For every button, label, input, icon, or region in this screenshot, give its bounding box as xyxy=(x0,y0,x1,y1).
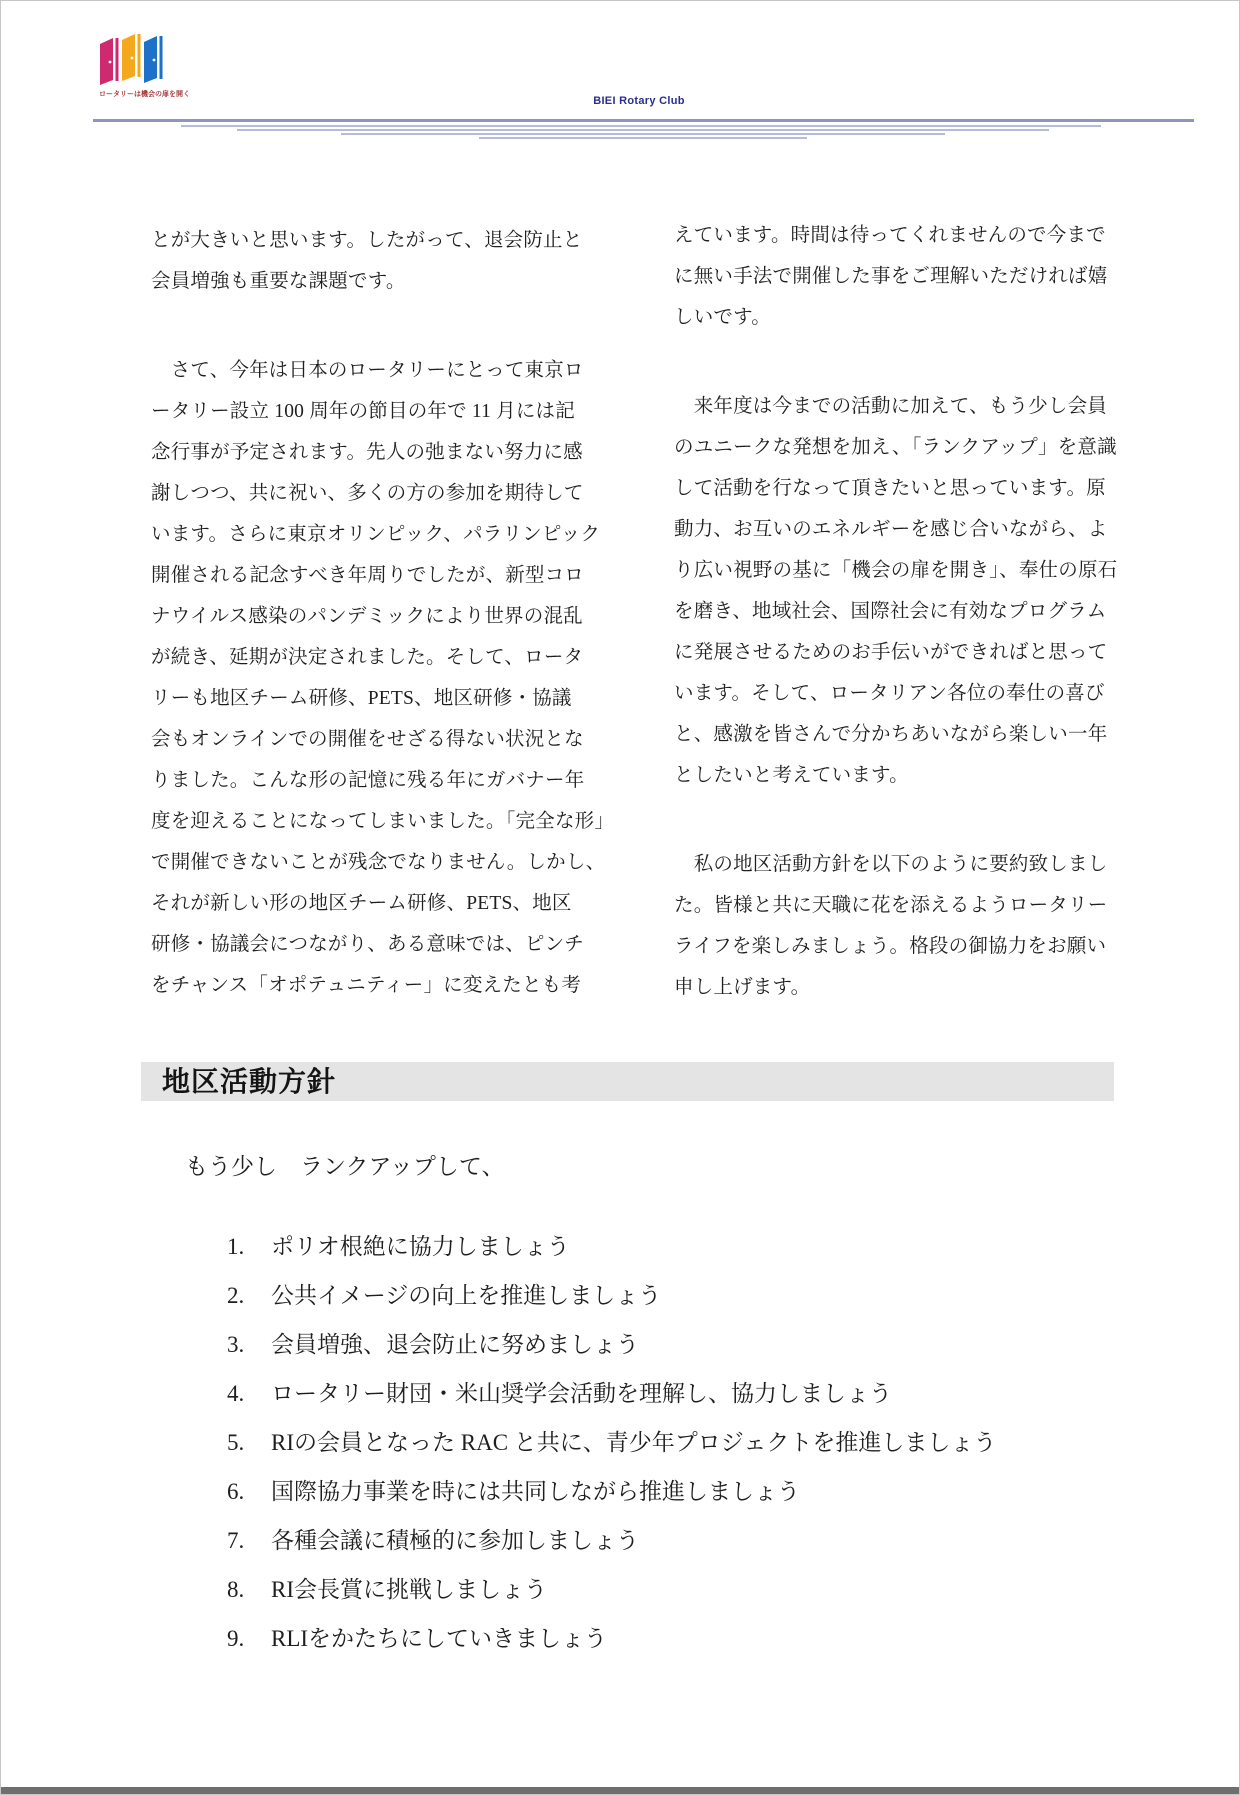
list-item-number: 6. xyxy=(227,1479,245,1504)
text-line: を磨き、地域社会、国際社会に有効なプログラム xyxy=(674,601,1107,622)
header-rule-2 xyxy=(181,125,1101,127)
text-line xyxy=(674,796,1134,844)
text-line: ナウイルス感染のパンデミックにより世界の混乱 xyxy=(151,606,583,627)
text-line: 開催される記念すべき年周りでしたが、新型コロ xyxy=(151,565,585,586)
text-line: た。皆様と共に天職に花を添えるようロータリー xyxy=(674,895,1108,916)
list-item-number: 8. xyxy=(227,1577,245,1602)
list-item xyxy=(227,1369,996,1418)
text-line: しいです。 xyxy=(674,307,771,328)
list-item xyxy=(227,1565,996,1614)
text-line: 申し上げます。 xyxy=(674,977,811,998)
list-item-text: ポリオ根絶に協力しましょう xyxy=(271,1234,570,1259)
text-line: とが大きいと思います。したがって、退会防止と xyxy=(151,230,583,251)
text-line: 謝しつつ、共に祝い、多くの方の参加を期待して xyxy=(151,483,584,504)
list-item-text: 会員増強、退会防止に努めましょう xyxy=(271,1332,639,1357)
text-line: をチャンス「オポテュニティー」に変えたとも考 xyxy=(151,975,582,996)
list-item-number: 4. xyxy=(227,1381,245,1406)
header-rule-main xyxy=(93,119,1194,122)
list-item xyxy=(227,1614,996,1663)
text-line: 動力、お互いのエネルギーを感じ合いながら、よ xyxy=(674,519,1108,540)
text-line: り広い視野の基に「機会の扉を開き」、奉仕の原石 xyxy=(674,560,1118,581)
text-line: りました。こんな形の記憶に残る年にガバナー年 xyxy=(151,770,585,791)
text-line: います。さらに東京オリンピック、パラリンピック xyxy=(151,524,601,545)
list-item-text: ロータリー財団・米山奨学会活動を理解し、協力しましょう xyxy=(271,1381,892,1406)
text-line: のユニークな発想を加え、「ランクアップ」を意識 xyxy=(674,437,1117,458)
open-doors-icon xyxy=(99,33,165,87)
header-rule-3 xyxy=(237,129,1049,131)
text-line: それが新しい形の地区チーム研修、PETS、地区 xyxy=(151,893,572,914)
text-line: に発展させるためのお手伝いができればと思って xyxy=(674,642,1108,663)
list-item-number: 9. xyxy=(227,1626,245,1651)
list-item xyxy=(227,1320,996,1369)
text-line: に無い手法で開催した事をご理解いただければ嬉 xyxy=(674,266,1108,287)
list-item xyxy=(227,1467,996,1516)
text-line: ータリー設立 100 周年の節目の年で 11 月には記 xyxy=(151,401,575,422)
logo-tagline: ロータリーは機会の扉を開く xyxy=(99,91,190,98)
page-bottom-edge xyxy=(1,1787,1239,1794)
club-name: BIEI Rotary Club xyxy=(593,95,685,107)
list-item-text: 各種会議に積極的に参加しましょう xyxy=(271,1528,639,1553)
list-item-text: RIの会員となった RAC と共に、青少年プロジェクトを推進しましょう xyxy=(271,1430,997,1455)
text-line: 念行事が予定されます。先人の弛まない努力に感 xyxy=(151,442,583,463)
text-line: います。そして、ロータリアン各位の奉仕の喜び xyxy=(674,683,1105,704)
list-item xyxy=(227,1516,996,1565)
text-line: 来年度は今までの活動に加えて、もう少し会員 xyxy=(674,396,1108,417)
header-rule-5 xyxy=(479,137,807,139)
policy-list xyxy=(227,1222,996,1663)
text-line xyxy=(674,338,1134,386)
list-item-number: 2. xyxy=(227,1283,245,1308)
text-line: ライフを楽しみましょう。格段の御協力をお願い xyxy=(674,936,1107,957)
section-heading-band xyxy=(141,1062,1114,1101)
right-text-column xyxy=(674,215,1134,1008)
text-line: さて、今年は日本のロータリーにとって東京ロ xyxy=(151,360,584,381)
text-line: が続き、延期が決定されました。そして、ロータ xyxy=(151,647,584,668)
list-item-number: 1. xyxy=(227,1234,245,1259)
text-line: 私の地区活動方針を以下のように要約致しまし xyxy=(674,854,1108,875)
text-line: としたいと考えています。 xyxy=(674,765,909,786)
list-item xyxy=(227,1271,996,1320)
text-line: と、感激を皆さんで分かちあいながら楽しい一年 xyxy=(674,724,1108,745)
list-item-text: 国際協力事業を時には共同しながら推進しましょう xyxy=(271,1479,800,1504)
rotary-theme-logo xyxy=(99,33,190,99)
list-item xyxy=(227,1222,996,1271)
text-line: 度を迎えることになってしまいました。「完全な形」 xyxy=(151,811,615,832)
text-line: して活動を行なって頂きたいと思っています。原 xyxy=(674,478,1106,499)
list-item-number: 3. xyxy=(227,1332,245,1357)
section-title: 地区活動方針 xyxy=(162,1066,337,1097)
list-item-text: 公共イメージの向上を推進しましょう xyxy=(271,1283,662,1308)
text-line: 会もオンラインでの開催をせざる得ない状況とな xyxy=(151,729,584,750)
text-line: 研修・協議会につながり、ある意味では、ピンチ xyxy=(151,934,585,955)
text-line: リーも地区チーム研修、PETS、地区研修・協議 xyxy=(151,688,572,709)
text-line xyxy=(151,302,601,350)
list-item-number: 5. xyxy=(227,1430,245,1455)
header-rule-4 xyxy=(341,133,945,135)
list-item-number: 7. xyxy=(227,1528,245,1553)
text-line: 会員増強も重要な課題です。 xyxy=(151,271,406,292)
list-item-text: RLIをかたちにしていきましょう xyxy=(271,1626,608,1651)
left-text-column xyxy=(151,220,615,1006)
section-subtitle: もう少し ランクアップして、 xyxy=(185,1154,505,1179)
text-line: えています。時間は待ってくれませんので今まで xyxy=(674,225,1106,246)
text-line: で開催できないことが残念でなりません。しかし、 xyxy=(151,852,606,873)
list-item-text: RI会長賞に挑戦しましょう xyxy=(271,1577,547,1602)
list-item xyxy=(227,1418,996,1467)
